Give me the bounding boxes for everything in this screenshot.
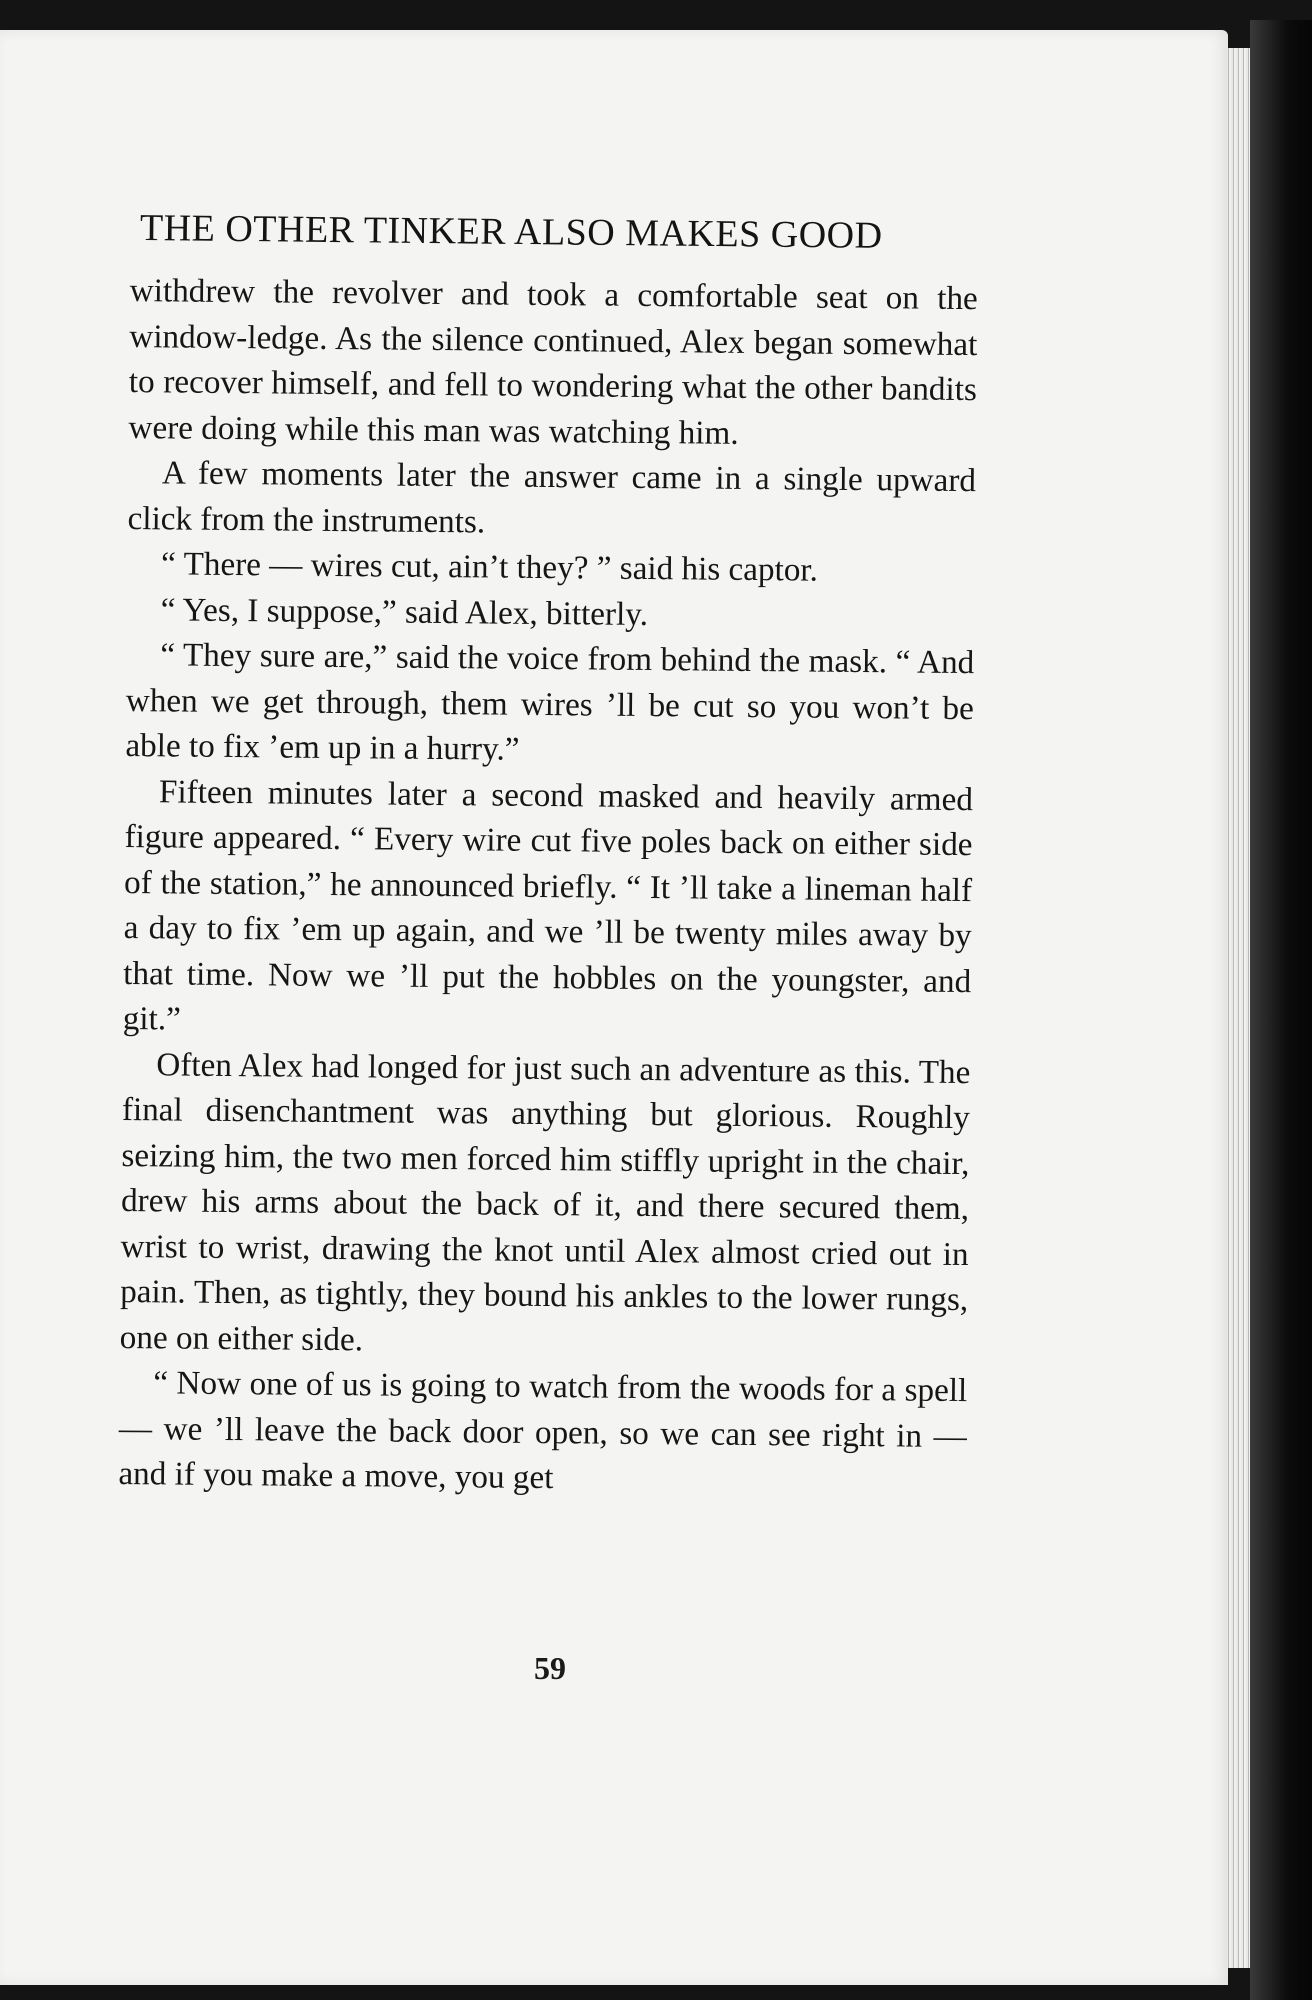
paragraph-4: “ Yes, I suppose,” said Alex, bitterly. [160, 590, 649, 633]
page-body [118, 268, 978, 1505]
running-head: THE OTHER TINKER ALSO MAKES GOOD [139, 207, 883, 257]
page-number: 59 [534, 1650, 566, 1686]
paragraph-3: “ There — wires cut, ain’t they? ” said his captor. [160, 545, 819, 589]
paragraph-5: “ They sure are,” said the voice from behind the mask. “ And when we get through, them wires ’ll be cut so you won’t be able to fix ’em up in a hurry.” [125, 636, 975, 768]
paragraph-2: A few moments later the answer came in a single upward click from the instruments. [127, 454, 977, 540]
paragraph-6: Fifteen minutes later a second masked and heavily armed figure appeared. “ Every wire cut five poles back on either side of the station,” he announced briefly. “ It ’ll take a lineman half a day to fix ’em up again, and we ’ll be twenty miles away by that time. Now we ’ll put the hobbles on the youngster, and git.” [122, 772, 974, 1038]
paragraph-1: withdrew the revolver and took a comfortable seat on the window-ledge. As the silence continued, Alex began somewhat to recover himself, and fell to wondering what the other bandits were doing while this man was watching him. [128, 271, 978, 452]
paragraph-7: Often Alex had longed for just such an adventure as this. The final disenchantment was anything but glorious. Roughly seizing him, the two men forced him stiffly upright in the chair, drew his arms about the back of it, and there secured them, wrist to wrist, drawing the knot until Alex almost cried out in pain. Then, as tightly, they bound his ankles to the lower rungs, one on either side. [119, 1045, 971, 1358]
paragraph-8: “ Now one of us is going to watch from the woods for a spell — we ’ll leave the back door open, so we can see right in — and if you make a move, you get [118, 1364, 968, 1497]
book-binding [1250, 20, 1312, 2000]
